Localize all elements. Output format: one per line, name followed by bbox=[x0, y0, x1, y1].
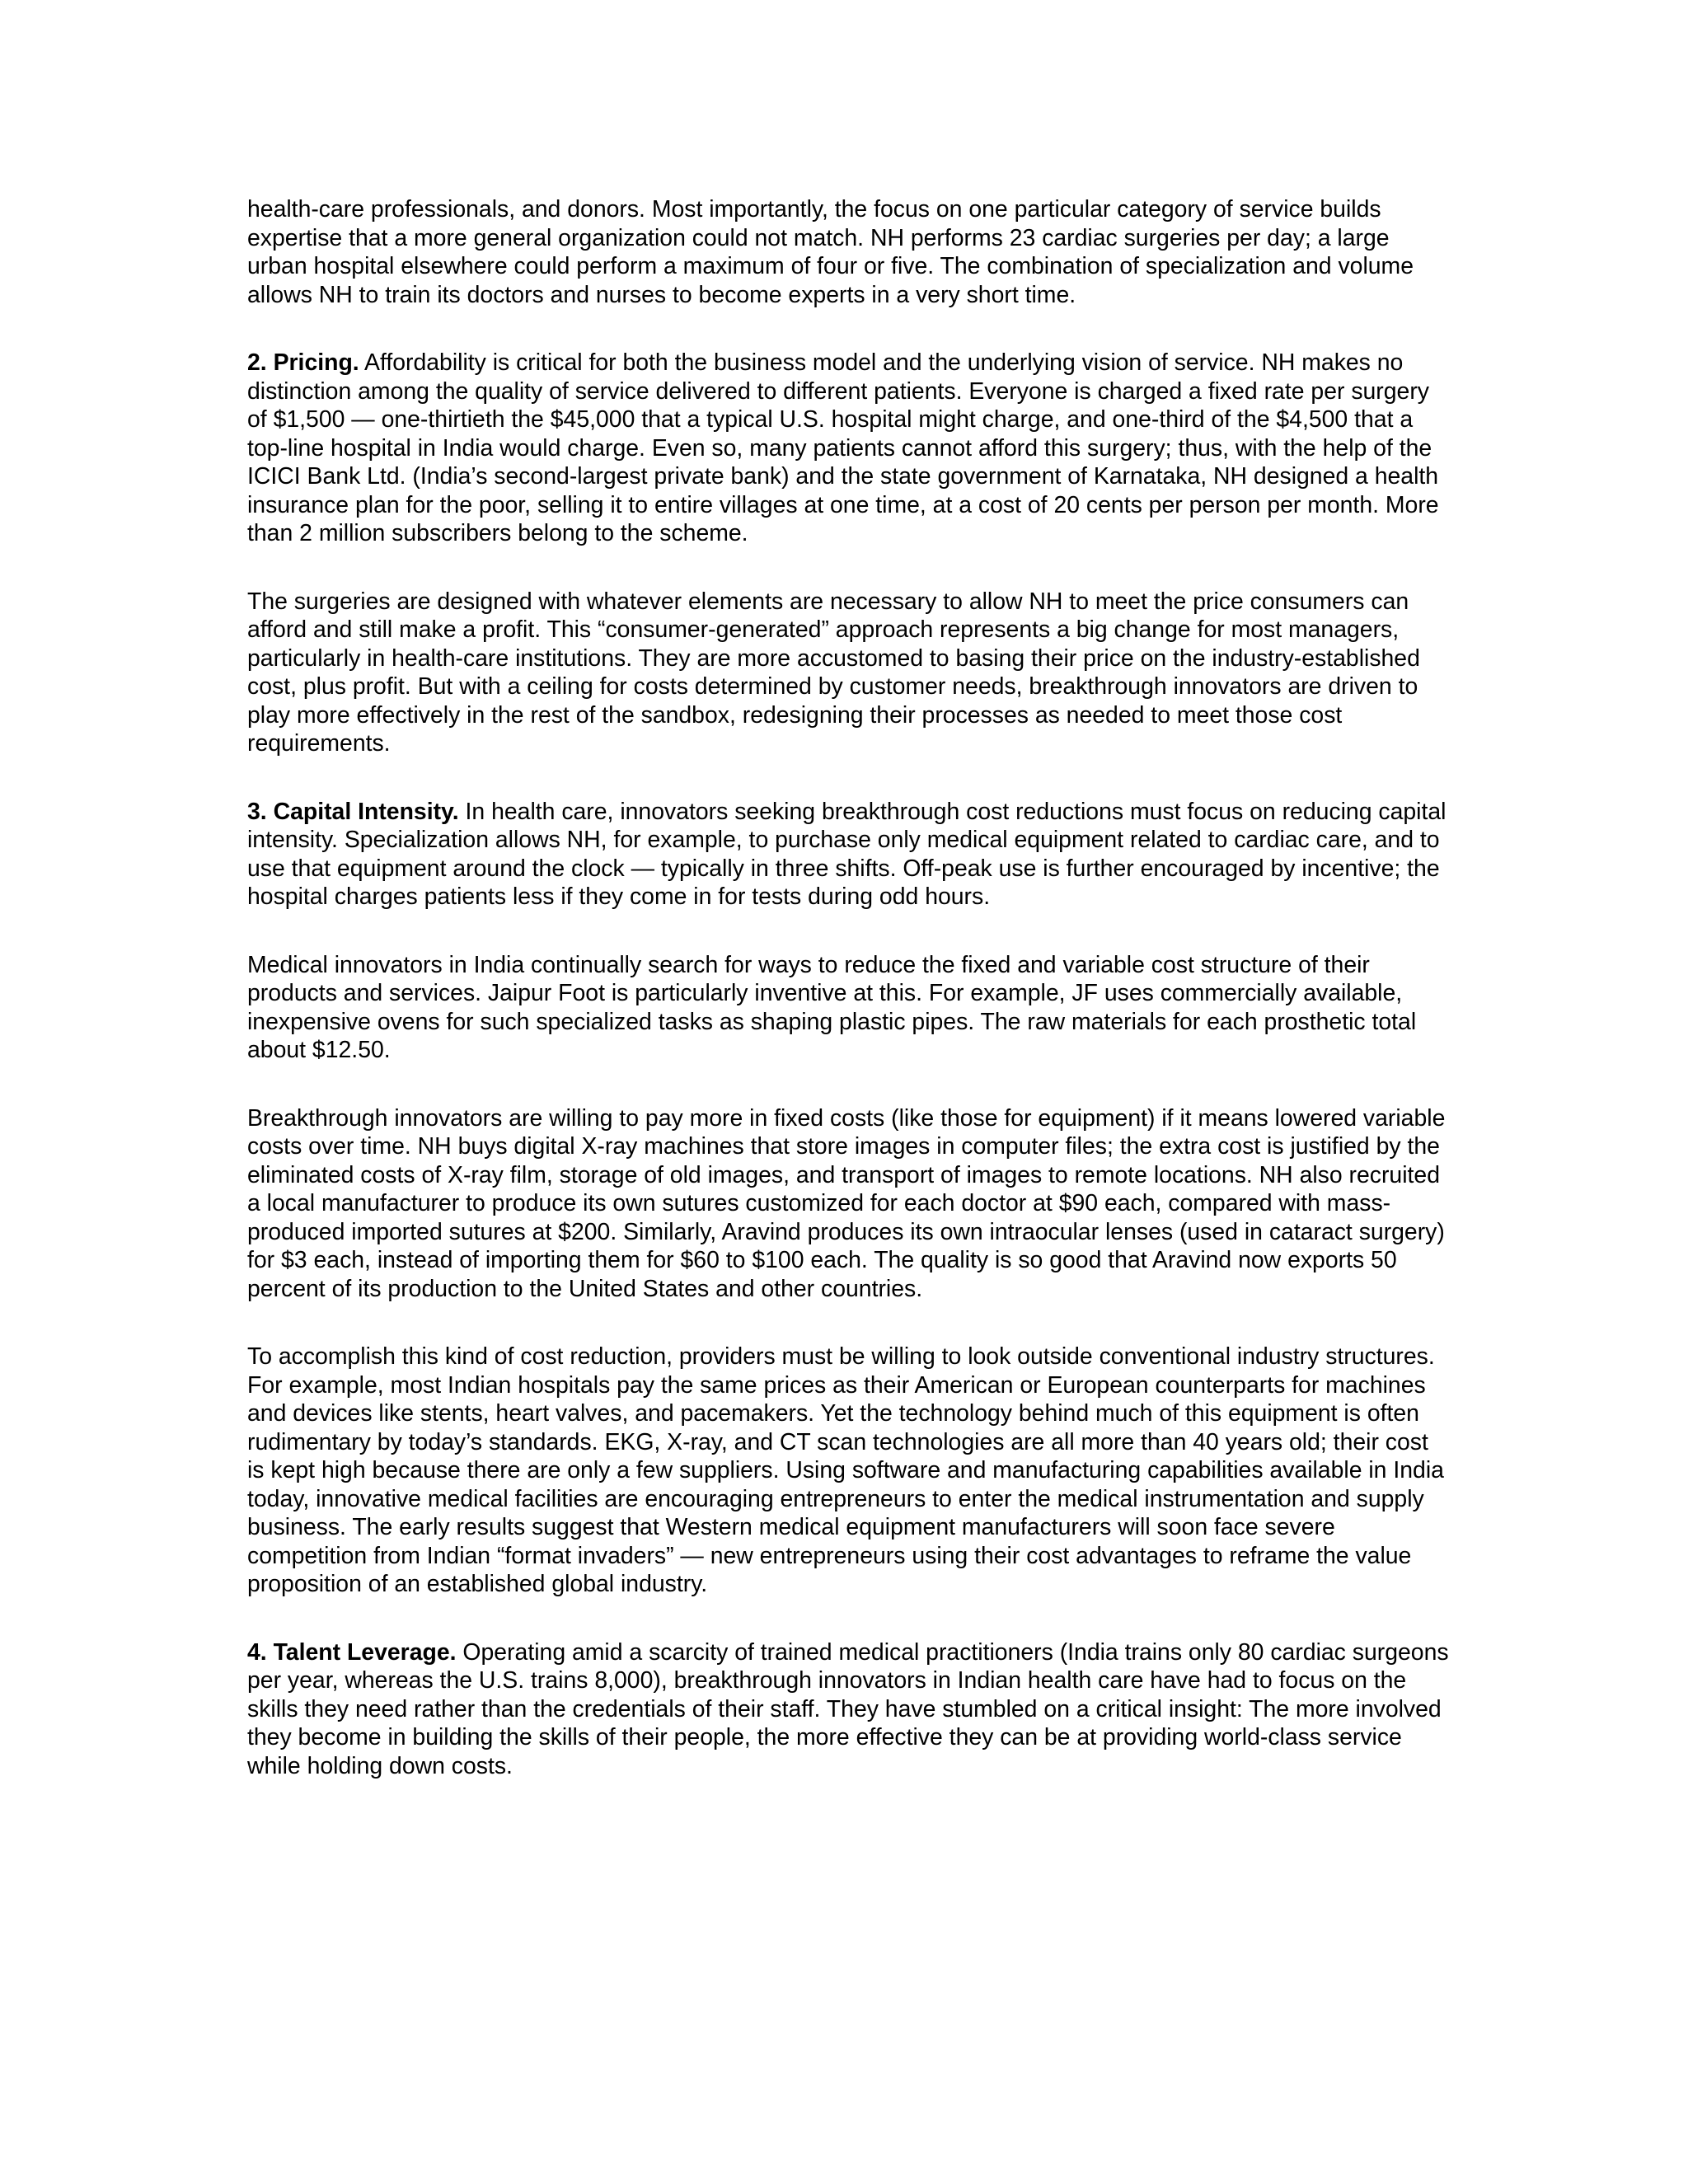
section-heading-capital-intensity: 3. Capital Intensity. bbox=[247, 798, 459, 825]
paragraph-jaipur-foot bbox=[247, 951, 1451, 1065]
paragraph-pricing bbox=[247, 349, 1451, 548]
paragraph-text: Operating amid a scarcity of trained medical practitioners (India trains only 80 cardiac surgeons per year, whereas the U.S. trains 8,000), breakthrough innovators in Indian health care have had to focus on the skills they need rather than the credentials of their staff. They have stumbled on a critical insight: The more involved they become in building the skills of their people, the more effective they can be at providing world-class service while holding down costs. bbox=[247, 1638, 1449, 1779]
paragraph-text: Affordability is critical for both the business model and the underlying vision of service. NH makes no distinction among the quality of service delivered to different patients. Everyone is charged a fixed rate per surgery of $1,500 — one-thirtieth the $45,000 that a typical U.S. hospital might charge, and one-third of the $4,500 that a top-line hospital in India would charge. Even so, many patients cannot afford this surgery; thus, with the help of the ICICI Bank Ltd. (India’s second-largest private bank) and the state government of Karnataka, NH designed a health insurance plan for the poor, selling it to entire villages at one time, at a cost of 20 cents per person per month. More than 2 million subscribers belong to the scheme. bbox=[247, 349, 1439, 546]
paragraph-text: To accomplish this kind of cost reduction, providers must be willing to look outside conventional industry structures. For example, most Indian hospitals pay the same prices as their American or European counterparts for machines and devices like stents, heart valves, and pacemakers. Yet the technology behind much of this equipment is often rudimentary by today’s standards. EKG, X-ray, and CT scan technologies are all more than 40 years old; their cost is kept high because there are only a few suppliers. Using software and manufacturing capabilities available in India today, innovative medical facilities are encouraging entrepreneurs to enter the medical instrumentation and supply business. The early results suggest that Western medical equipment manufacturers will soon face severe competition from Indian “format invaders” — new entrepreneurs using their cost advantages to reframe the value proposition of an established global industry. bbox=[247, 1343, 1444, 1597]
paragraph-industry-structures bbox=[247, 1343, 1451, 1599]
paragraph-text: In health care, innovators seeking breakthrough cost reductions must focus on reducing capital intensity. Specialization allows NH, for example, to purchase only medical equipment related to cardiac care, and to use that equipment around the clock — typically in three shifts. Off-peak use is further encouraged by incentive; the hospital charges patients less if they come in for tests during odd hours. bbox=[247, 798, 1447, 910]
paragraph-text: The surgeries are designed with whatever elements are necessary to allow NH to meet the price consumers can afford and still make a profit. This “consumer-generated” approach represents a big change for most managers, particularly in health-care institutions. They are more accustomed to basing their price on the industry-established cost, plus profit. But with a ceiling for costs determined by customer needs, breakthrough innovators are driven to play more effectively in the rest of the sandbox, redesigning their processes as needed to meet those cost requirements. bbox=[247, 588, 1420, 757]
paragraph-text: health-care professionals, and donors. Most importantly, the focus on one particular category of service builds expertise that a more general organization could not match. NH performs 23 cardiac surgeries per day; a large urban hospital elsewhere could perform a maximum of four or five. The combination of specialization and volume allows NH to train its doctors and nurses to become experts in a very short time. bbox=[247, 196, 1414, 308]
paragraph-capital-intensity bbox=[247, 798, 1451, 912]
document-page bbox=[247, 195, 1451, 1780]
paragraph-intro-continuation bbox=[247, 195, 1451, 309]
paragraph-consumer-generated bbox=[247, 588, 1451, 758]
paragraph-talent-leverage bbox=[247, 1638, 1451, 1781]
section-heading-talent-leverage: 4. Talent Leverage. bbox=[247, 1638, 457, 1666]
paragraph-text: Medical innovators in India continually search for ways to reduce the fixed and variable cost structure of their products and services. Jaipur Foot is particularly inventive at this. For example, JF uses commercially available, inexpensive ovens for such specialized tasks as shaping plastic pipes. The raw materials for each prosthetic total about $12.50. bbox=[247, 951, 1417, 1063]
section-heading-pricing: 2. Pricing. bbox=[247, 349, 359, 376]
paragraph-fixed-costs bbox=[247, 1104, 1451, 1304]
paragraph-text: Breakthrough innovators are willing to pay more in fixed costs (like those for equipment) if it means lowered variable costs over time. NH buys digital X-ray machines that store images in computer files; the extra cost is justified by the eliminated costs of X-ray film, storage of old images, and transport of images to remote locations. NH also recruited a local manufacturer to produce its own sutures customized for each doctor at $90 each, compared with mass-produced imported sutures at $200. Similarly, Aravind produces its own intraocular lenses (used in cataract surgery) for $3 each, instead of importing them for $60 to $100 each. The quality is so good that Aravind now exports 50 percent of its production to the United States and other countries. bbox=[247, 1104, 1446, 1302]
